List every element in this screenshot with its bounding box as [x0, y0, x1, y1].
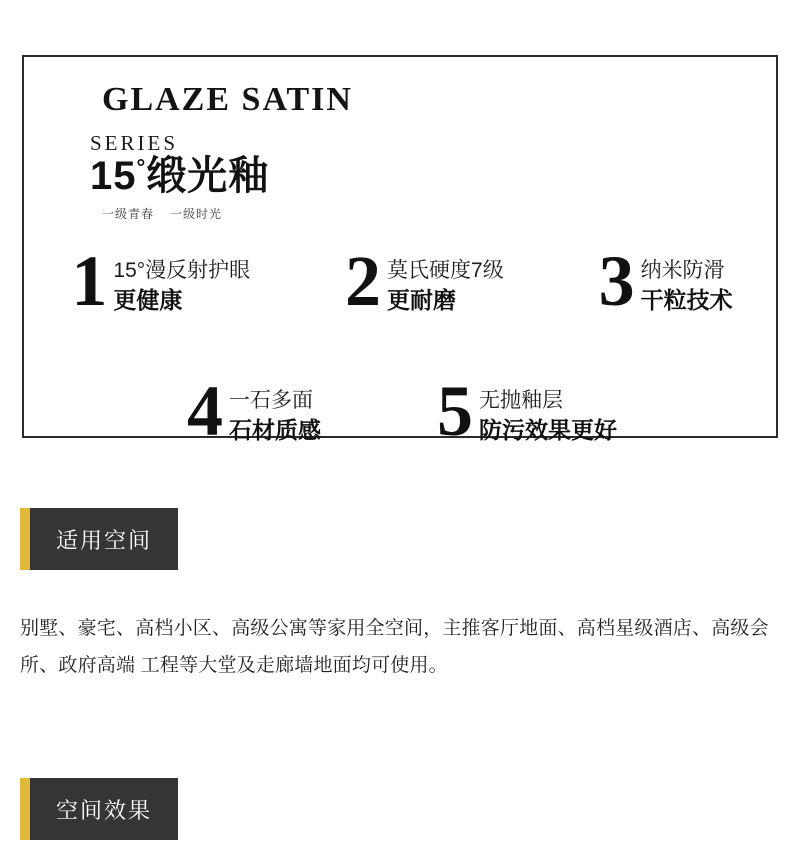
headline-text: 缎光釉	[146, 154, 270, 198]
section-title: 空间效果	[30, 778, 178, 840]
feature-text	[387, 252, 504, 315]
headline-degree: °	[136, 154, 147, 180]
feature-row-bottom	[24, 371, 780, 451]
feature-item	[598, 241, 733, 321]
feature-line-primary: 15°漫反射护眼	[113, 259, 251, 282]
brand-subline	[102, 205, 238, 222]
feature-item	[437, 371, 617, 451]
subline-left: 一级青春	[102, 207, 155, 221]
feature-line-secondary: 更健康	[113, 287, 183, 314]
feature-item	[345, 241, 504, 321]
hero-frame	[22, 55, 778, 451]
feature-number: 3	[598, 241, 635, 321]
feature-text	[479, 382, 617, 445]
feature-text	[641, 252, 733, 315]
section-accent-bar	[20, 778, 30, 840]
feature-number: 4	[187, 371, 223, 451]
applicable-space-paragraph: 别墅、豪宅、高档小区、高级公寓等家用全空间，主推客厅地面、高档星级酒店、高级会所、政府高端 工程等大堂及走廊墙地面均可使用。	[20, 618, 769, 677]
feature-line-primary: 莫氏硬度7级	[387, 259, 504, 282]
feature-line-secondary: 石材质感	[229, 417, 321, 444]
feature-number: 2	[345, 241, 382, 321]
feature-line-secondary: 防污效果更好	[479, 417, 617, 444]
feature-line-primary: 无抛釉层	[479, 389, 563, 412]
brand-title: GLAZE SATIN	[86, 83, 367, 117]
feature-line-primary: 纳米防滑	[640, 259, 725, 282]
section-title: 适用空间	[30, 508, 178, 570]
subline-right: 一级时光	[170, 207, 223, 221]
feature-text	[229, 382, 321, 445]
page-title	[90, 154, 269, 198]
feature-row-top	[24, 241, 780, 321]
section-header-space-effect	[20, 778, 178, 840]
feature-item	[187, 371, 321, 451]
headline-number: 15	[90, 154, 137, 198]
feature-item	[71, 241, 251, 321]
feature-line-secondary: 干粒技术	[640, 287, 733, 314]
section-accent-bar	[20, 508, 30, 570]
feature-text	[113, 252, 250, 315]
feature-line-primary: 一石多面	[229, 389, 313, 412]
feature-number: 1	[71, 241, 108, 321]
feature-number: 5	[437, 371, 473, 451]
section-header-applicable-space	[20, 508, 178, 570]
brand-series-label: SERIES	[90, 131, 179, 155]
feature-line-secondary: 更耐磨	[387, 287, 457, 314]
